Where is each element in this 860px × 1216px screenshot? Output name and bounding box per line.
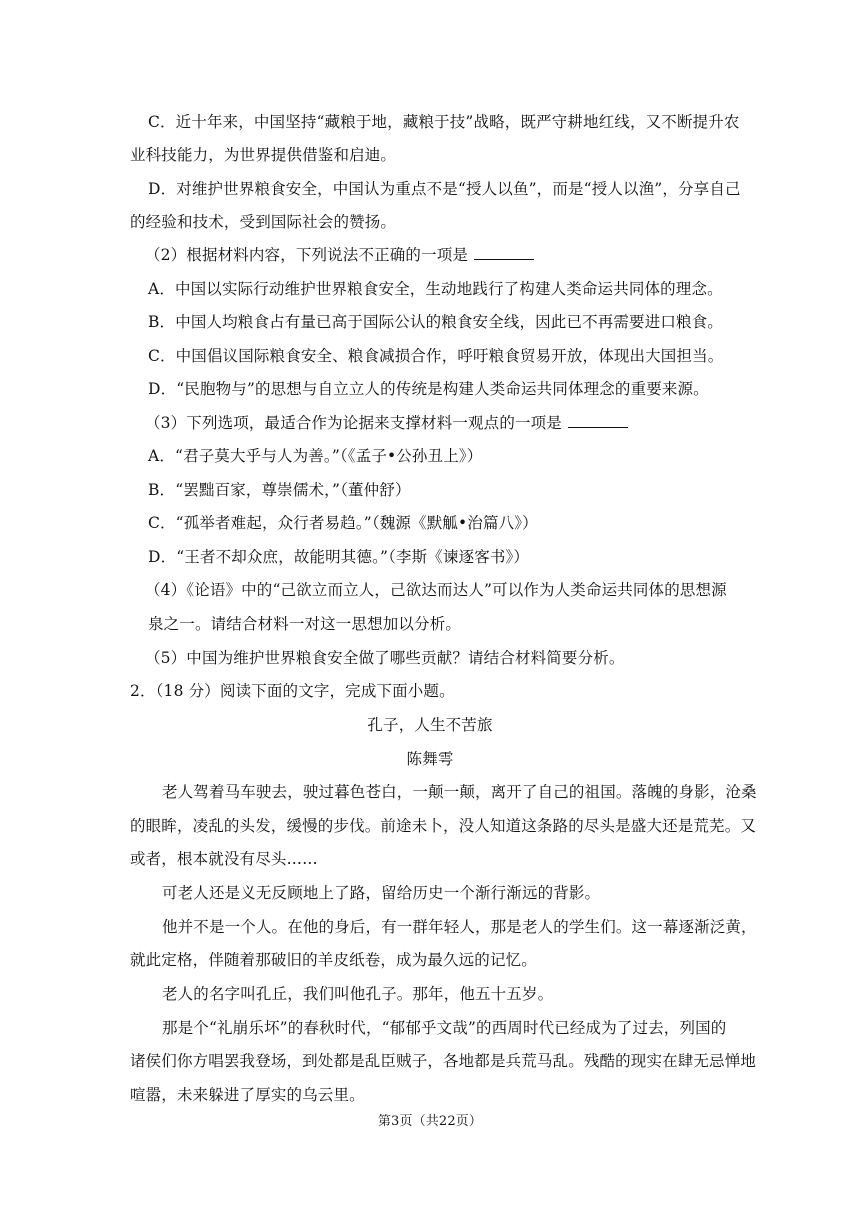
q3-option-d: D．“王者不却众庶，故能明其德。”（李斯《谏逐客书》） [148, 548, 530, 566]
article-p1-line1: 老人驾着马车驶去，驶过暮色苍白，一颠一颠，离开了自己的祖国。落魄的身影，沧桑 [162, 783, 757, 801]
q2-option-d: D．“民胞物与”的思想与自立立人的传统是构建人类命运共同体理念的重要来源。 [148, 380, 709, 398]
article-p5-line3: 喧嚣，未来躲进了厚实的乌云里。 [130, 1086, 365, 1104]
answer-blank[interactable] [474, 245, 534, 260]
q5: （5）中国为维护世界粮食安全做了哪些贡献？请结合材料简要分析。 [145, 649, 625, 667]
q2-option-a: A．中国以实际行动维护世界粮食安全，生动地践行了构建人类命运共同体的理念。 [148, 280, 723, 298]
article-p5-line1: 那是个“礼崩乐坏”的春秋时代，“郁郁乎文哉”的西周时代已经成为了过去，列国的 [162, 1019, 727, 1037]
q4-line1: （4）《论语》中的“己欲立而立人，己欲达而达人”可以作为人类命运共同体的思想源 [145, 581, 727, 599]
q2-option-b: B．中国人均粮食占有量已高于国际公认的粮食安全线，因此已不再需要进口粮食。 [148, 313, 723, 331]
article-p2: 可老人还是义无反顾地上了路，留给历史一个渐行渐远的背影。 [162, 884, 601, 902]
answer-blank[interactable] [568, 413, 628, 428]
q3-stem [145, 413, 628, 433]
article-title: 孔子，人生不苦旅 [367, 716, 493, 734]
article-p4: 老人的名字叫孔丘，我们叫他孔子。那年，他五十五岁。 [162, 985, 554, 1003]
q3-stem-text: （3）下列选项，最适合作为论据来支撑材料一观点的一项是 [145, 414, 562, 432]
page-footer: 第3页（共22页） [377, 1114, 483, 1129]
q3-option-b: B．“罢黜百家，尊崇儒术，”（董仲舒） [148, 481, 411, 499]
q2-stem-text: （2）根据材料内容，下列说法不正确的一项是 [145, 246, 469, 264]
article-p3-line1: 他并不是一个人。在他的身后，有一群年轻人，那是老人的学生们。这一幕逐渐泛黄， [162, 918, 757, 936]
q1-option-d-line2: 的经验和技术，受到国际社会的赞扬。 [130, 213, 397, 231]
article-p5-line2: 诸侯们你方唱罢我登场，到处都是乱臣贼子，各地都是兵荒马乱。残酷的现实在肆无忌惮地 [130, 1052, 757, 1070]
article-p3-line2: 就此定格，伴随着那破旧的羊皮纸卷，成为最久远的记忆。 [130, 951, 537, 969]
q2-option-c: C．中国倡议国际粮食安全、粮食减损合作，呼吁粮食贸易开放，体现出大国担当。 [148, 347, 724, 365]
q3-option-c: C．“孤举者难起，众行者易趋。”（魏源《默觚•治篇八》） [148, 514, 538, 532]
q2-stem [145, 245, 534, 265]
q1-option-d-line1: D．对维护世界粮食安全，中国认为重点不是“授人以鱼”，而是“授人以渔”，分享自己 [148, 180, 741, 198]
article-p1-line2: 的眼眸，凌乱的头发，缓慢的步伐。前途未卜，没人知道这条路的尽头是盛大还是荒芜。又 [130, 817, 757, 835]
q1-option-c-line2: 业科技能力，为世界提供借鉴和启迪。 [130, 146, 397, 164]
q4-line2: 泉之一。请结合材料一对这一思想加以分析。 [148, 615, 462, 633]
section2-heading: 2．（18 分）阅读下面的文字，完成下面小题。 [130, 682, 455, 700]
q1-option-c-line1: C．近十年来，中国坚持“藏粮于地，藏粮于技”战略，既严守耕地红线，又不断提升农 [148, 113, 740, 131]
q3-option-a: A．“君子莫大乎与人为善。”（《孟子•公孙丑上》） [148, 447, 483, 465]
article-author: 陈舞雩 [406, 750, 454, 768]
article-p1-line3: 或者，根本就没有尽头…… [130, 850, 318, 868]
